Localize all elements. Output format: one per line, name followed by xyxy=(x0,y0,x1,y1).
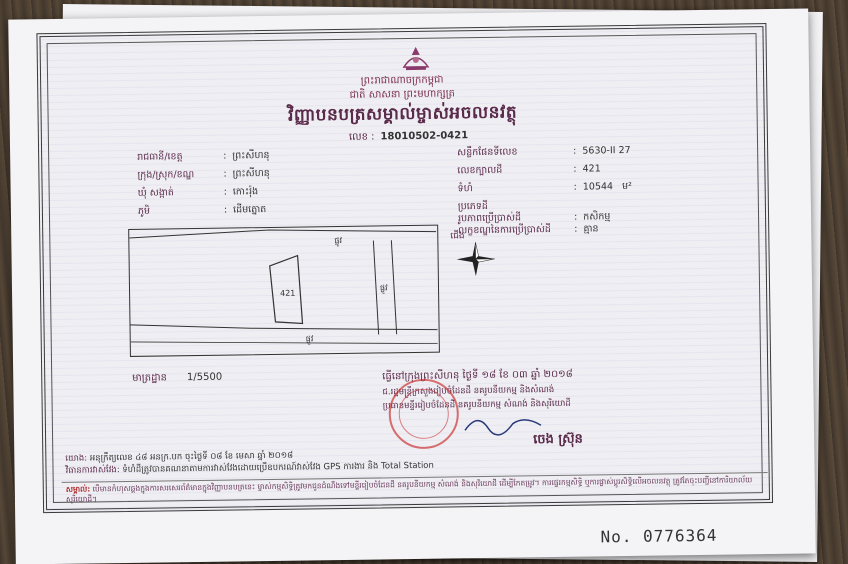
north-label: ជើង xyxy=(450,231,465,242)
land-use-field: រូបភាពប្រើប្រាស់ដី : កសិកម្ម xyxy=(457,211,611,225)
road-top-label: ផ្លូវ xyxy=(334,235,343,246)
land-type-label: ប្រភេទដី xyxy=(457,200,488,213)
province-value: ព្រះសីហនុ xyxy=(232,149,270,162)
province-field: រាជធានី/ខេត្ត : ព្រះសីហនុ xyxy=(137,149,270,163)
parcel-no-label: 421 xyxy=(280,288,296,298)
scale-label: មាត្រដ្ឋាន xyxy=(132,372,168,384)
map-sheet-label: សន្លឹកផែនទីលេខ xyxy=(457,146,518,159)
notice-box xyxy=(62,472,768,516)
area-value: 10544 xyxy=(582,181,614,193)
area-field: ទំហំ : 10544 ម² xyxy=(457,180,633,195)
certificate-frame xyxy=(36,23,773,513)
road-right-label: ផ្លូវ xyxy=(379,283,388,293)
map-sheet-field: សន្លឹកផែនទីលេខ : 5630-II 27 xyxy=(457,144,631,159)
certificate-title: វិញ្ញាបនបត្រសម្គាល់ម្ចាស់អចលនវត្ថុ xyxy=(287,102,518,126)
land-use-label: រូបភាពប្រើប្រាស់ដី xyxy=(457,212,522,225)
parcel-map xyxy=(128,225,440,357)
notice-label: សម្គាល់: xyxy=(65,484,91,494)
signature-scribble xyxy=(463,409,543,440)
ministry-line: ជ.រដ្ឋមន្ត្រីក្រសួងរៀបចំដែនដី នគរូបនីយកម្ម និងសំណង់ xyxy=(382,385,555,398)
serial-value: 18010502-0421 xyxy=(380,130,469,143)
area-label: ទំហំ xyxy=(457,183,473,195)
certificate-sheet xyxy=(8,8,816,564)
commune-value: កោះរ៉ុង xyxy=(232,186,259,198)
village-value: ដើមត្នោត xyxy=(233,204,267,216)
use-condition-field: លក្ខខណ្ឌនៃការប្រើប្រាស់ដី : គ្មាន xyxy=(458,223,599,237)
signer-name: ចេង ស្រ៊ុន xyxy=(533,431,583,448)
parcel-number-value: 421 xyxy=(582,163,601,175)
kingdom-header: ព្រះរាជាណាចក្រកម្ពុជា xyxy=(360,74,444,87)
survey-method-label: វិធានការវាស់វែង: xyxy=(65,465,120,476)
notice-text: បើមានកំហុសឆ្គងក្នុងការសរសេរព័ត៌មានក្នុងវិញ្ញាបនបត្រនេះ ម្ចាស់កម្មសិទ្ធិត្រូវមកជូនដំណឹងទៅមន្ទីររៀបចំដែនដី នគរូបនីយកម្ម សំណង់ និងសុរិយោដី ដើម្បីកែតម្រូវ។ ការផ្ទេរកម្មសិទ្ធិ ឬការផ្លាស់ប្តូរសិទ្ធិលើអចលនវត្ថុ ត្រូវតែចុះបញ្ជីនៅការិយាល័យសុរិយោដី។ xyxy=(65,475,753,504)
legal-basis-value: អនុក្រឹត្យលេខ ៤៨ អនក្រ.បក ចុះថ្ងៃទី ០៨ ខែ មេសា ឆ្នាំ ២០១៨ xyxy=(89,450,294,464)
compass-rose-icon xyxy=(450,234,501,285)
use-condition-label: លក្ខខណ្ឌនៃការប្រើប្រាស់ដី xyxy=(458,224,551,237)
district-value: ព្រះសីហនុ xyxy=(232,167,270,180)
serial-number xyxy=(349,128,468,145)
issue-date-text: ធ្វើនៅក្រុងព្រះសីហនុ ថ្ងៃទី ១៨ ខែ ០៣ ឆ្នាំ ២០១៨ xyxy=(382,368,573,383)
district-label: ក្រុង/ស្រុក/ខណ្ឌ xyxy=(137,169,195,181)
royal-emblem-icon xyxy=(396,45,436,74)
land-use-value: កសិកម្ម xyxy=(583,211,611,223)
map-scale xyxy=(132,370,222,386)
road-bottom-label: ផ្លូវ xyxy=(305,334,314,344)
official-seal-stamp xyxy=(388,378,459,449)
parcel-map-drawing xyxy=(129,226,438,355)
parcel-number-field: លេខក្បាលដី : 421 xyxy=(457,163,601,177)
province-label: រាជធានី/ខេត្ត xyxy=(137,151,183,163)
village-field: ភូមិ : ដើមត្នោត xyxy=(137,204,267,217)
survey-method-value: ទំហំដីត្រូវបានគណនាតាមការវាស់វែងដោយប្រើឧបករណ៍វាស់វែង GPS ការងារ និង Total Station xyxy=(122,460,434,476)
district-field: ក្រុង/ស្រុក/ខណ្ឌ : ព្រះសីហនុ xyxy=(137,167,270,181)
scale-value: 1/5500 xyxy=(186,371,223,384)
motto-header: ជាតិ សាសនា ព្រះមហាក្សត្រ xyxy=(349,88,456,101)
parcel-number-label: លេខក្បាលដី xyxy=(457,164,503,177)
certificate-inner-border xyxy=(47,33,763,503)
map-sheet-value: 5630-II 27 xyxy=(582,144,631,157)
use-condition-value: គ្មាន xyxy=(583,223,599,235)
document-number: No. 0776364 xyxy=(600,525,718,547)
commune-label: ឃុំ សង្កាត់ xyxy=(137,187,174,199)
legal-basis-label: យោង: xyxy=(65,453,88,464)
serial-label: លេខ : xyxy=(348,131,375,143)
department-line: ប្រធានមន្ទីររៀបចំដែនដី នគរូបនីយកម្ម សំណង់ និងសុរិយោដី xyxy=(382,398,571,412)
village-label: ភូមិ xyxy=(137,205,151,217)
commune-field: ឃុំ សង្កាត់ : កោះរ៉ុង xyxy=(137,186,259,199)
area-unit: ម² xyxy=(622,180,633,193)
